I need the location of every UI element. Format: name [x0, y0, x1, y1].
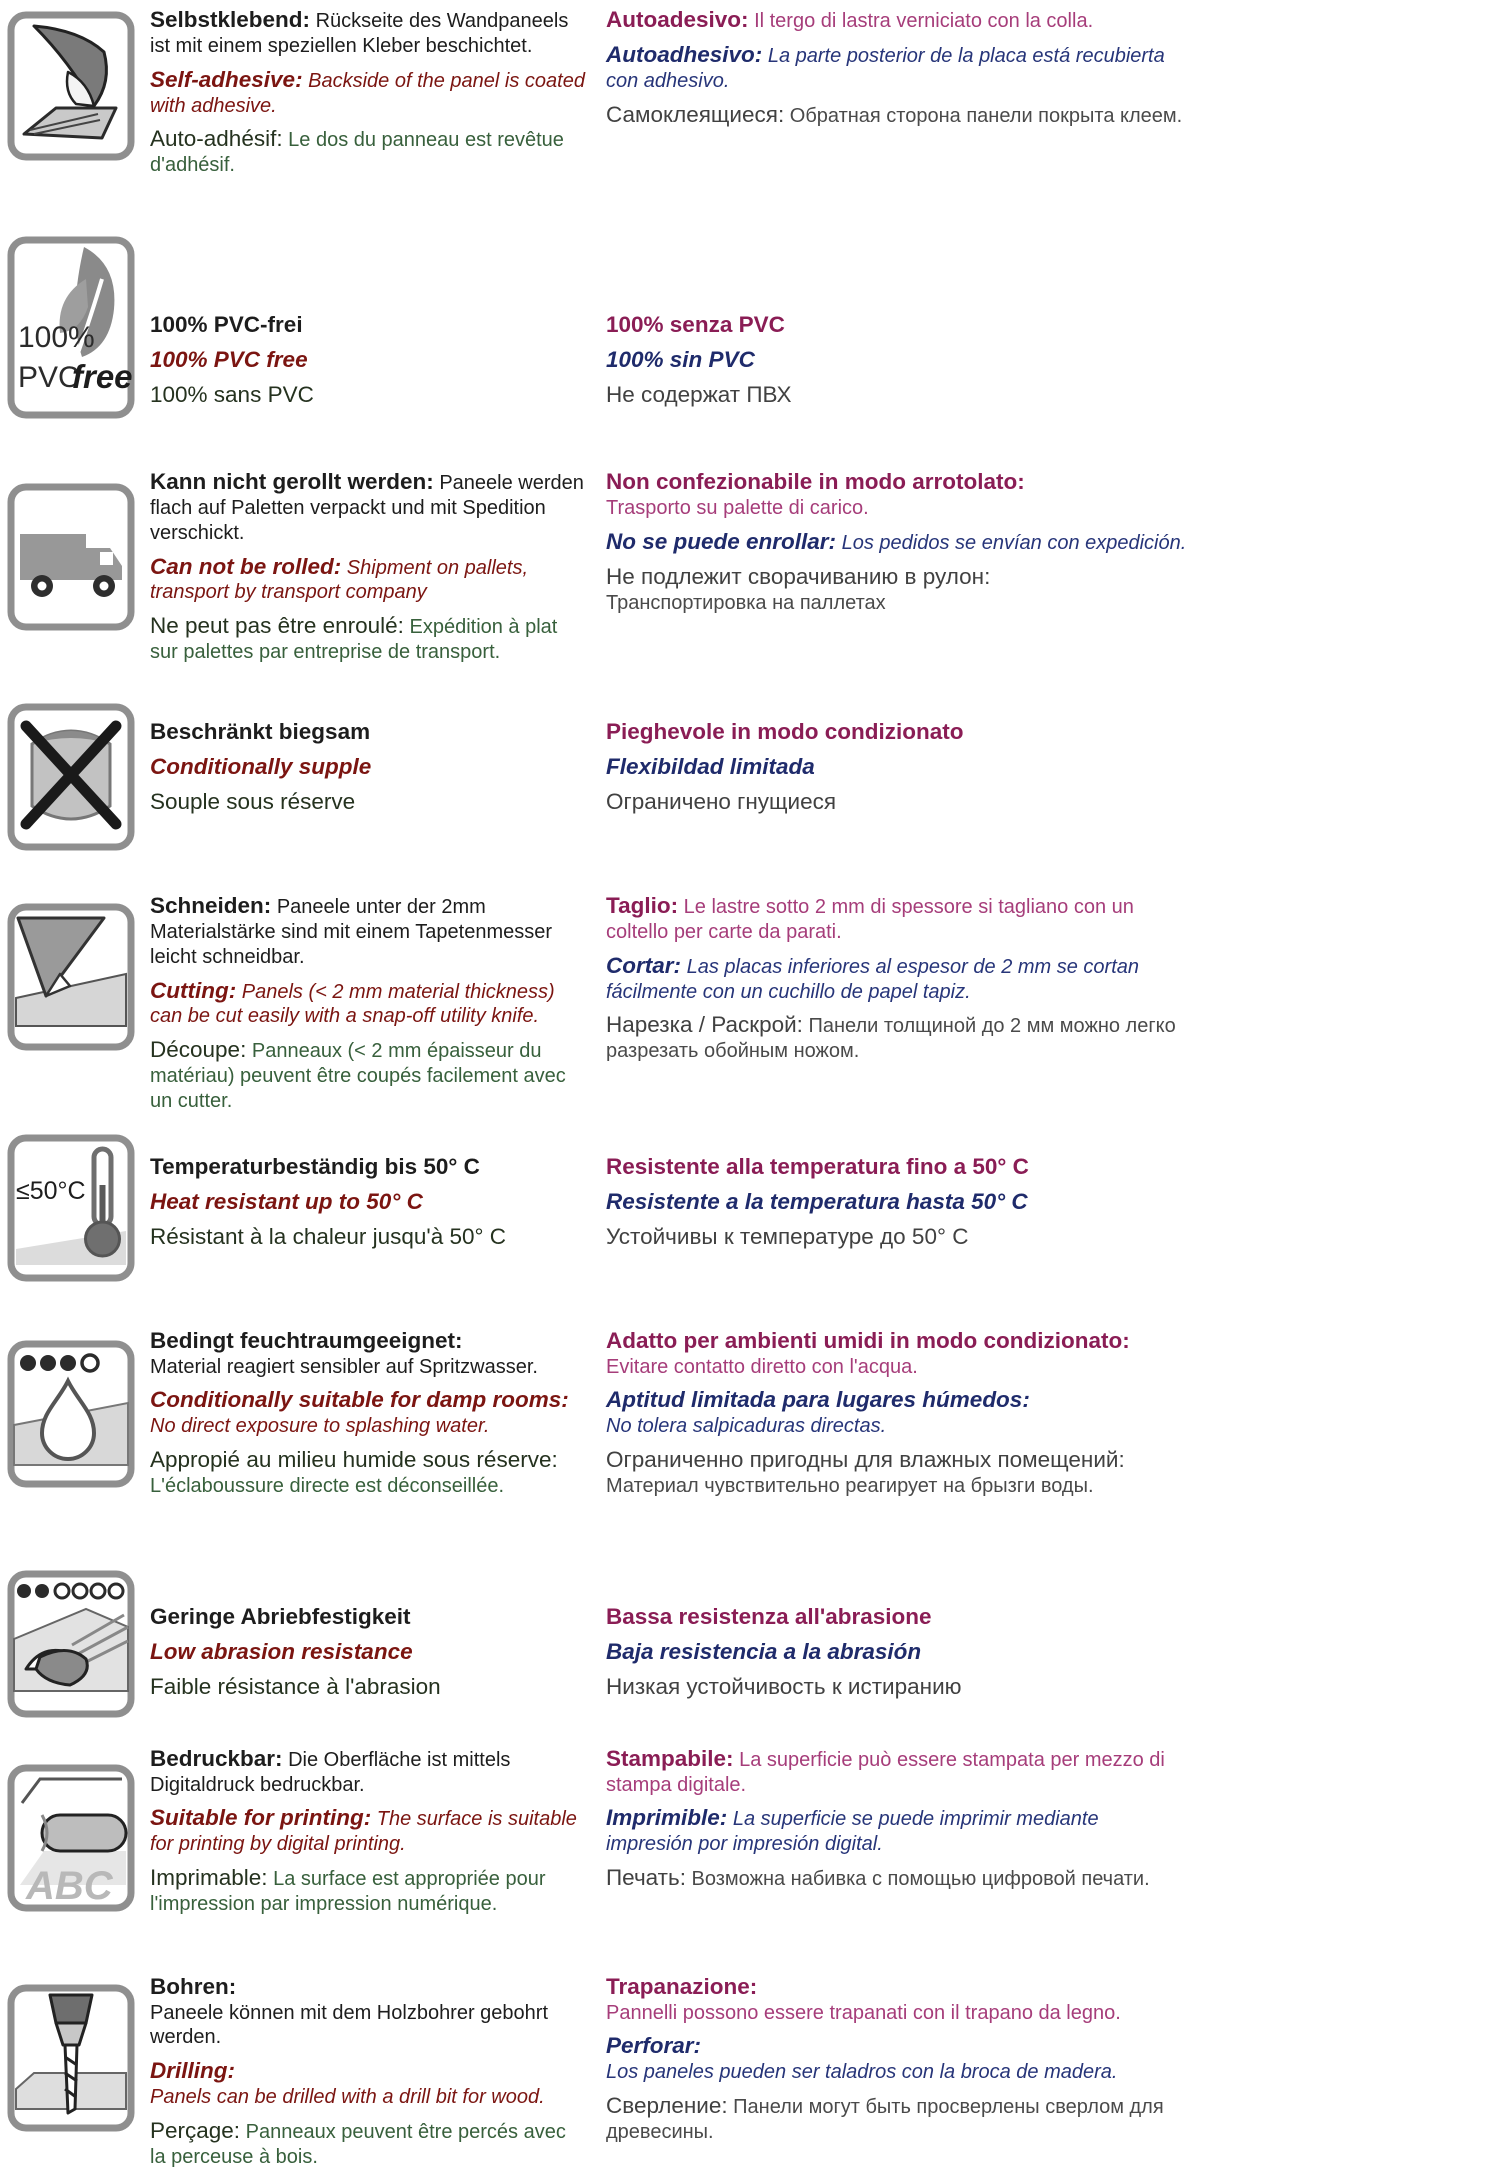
text-ru: [606, 563, 1190, 616]
label-body: L'éclaboussure directe est déconseillée.: [150, 1474, 505, 1497]
label-heading: Baja resistencia a la abrasión: [606, 1638, 922, 1664]
label-heading: Ограничено гнущиеся: [606, 788, 837, 814]
text-column-de-en-fr: [150, 460, 600, 680]
label-heading: Schneiden:: [150, 893, 272, 919]
text-fr: [150, 2117, 586, 2170]
label-heading: Устойчивы к температуре до 50° C: [606, 1223, 969, 1249]
text-it: [606, 1327, 1190, 1380]
text-fr: [150, 1223, 586, 1251]
text-en: [150, 66, 586, 119]
text-column-it-es-ru: [600, 880, 1200, 1121]
text-column-de-en-fr: [150, 680, 600, 880]
label-body: No direct exposure to splashing water.: [150, 1415, 490, 1438]
peel-panel-icon: [0, 0, 150, 185]
text-it: [606, 1153, 1190, 1181]
label-heading: Imprimible:: [606, 1805, 728, 1831]
label-heading: Geringe Abriebfestigkeit: [150, 1603, 411, 1629]
text-ru: [606, 1673, 1190, 1701]
label-body: Panels (< 2 mm material thickness) can be cut easily with a snap-off utility knife.: [150, 980, 555, 1028]
text-ru: [606, 1864, 1190, 1892]
text-column-de-en-fr: [150, 1121, 600, 1311]
svg-text:free: free: [72, 358, 133, 396]
label-body: Paneele unter der 2mm Materialstärke sind mit einem Tapetenmesser leicht schneidbar.: [150, 896, 553, 968]
text-fr: [150, 788, 586, 816]
label-heading: Cortar:: [606, 952, 682, 978]
text-es: [606, 528, 1190, 556]
table-row: [0, 1741, 1500, 1971]
table-row: [0, 1311, 1500, 1561]
label-heading: Temperaturbeständig bis 50° C: [150, 1153, 480, 1179]
text-es: [606, 1638, 1190, 1666]
text-column-de-en-fr: [150, 1311, 600, 1561]
table-row: [0, 880, 1500, 1121]
label-heading: Aptitud limitada para lugares húmedos:: [606, 1387, 1030, 1413]
text-es: [606, 753, 1190, 781]
table-row: [0, 1561, 1500, 1741]
label-body: La surface est appropriée pour l'impression par impression numérique.: [150, 1868, 546, 1915]
text-fr: [150, 1446, 586, 1499]
text-en: [150, 2057, 586, 2110]
label-body: Панели могут быть просверлены сверлом для древесины.: [606, 2096, 1164, 2143]
text-es: [606, 1804, 1190, 1857]
label-body: Die Oberfläche ist mittels Digitaldruck bedruckbar.: [150, 1748, 511, 1796]
label-heading: Bedingt feuchtraumgeeignet:: [150, 1327, 463, 1353]
text-en: [150, 553, 586, 606]
label-body: La superficie può essere stampata per mezzo di stampa digitale.: [606, 1748, 1165, 1796]
label-heading: Trapanazione:: [606, 1973, 758, 1999]
label-body: Le lastre sotto 2 mm di spessore si tagliano con un coltello per carte da parati.: [606, 896, 1134, 943]
text-es: [606, 1188, 1190, 1216]
table-row: [0, 1121, 1500, 1311]
label-heading: Stampabile:: [606, 1745, 734, 1771]
label-heading: Découpe:: [150, 1037, 247, 1063]
text-column-it-es-ru: [600, 1561, 1200, 1741]
thermometer-icon: [0, 1121, 150, 1311]
label-body: Панели толщиной до 2 мм можно легко разрезать обойным ножом.: [606, 1015, 1176, 1063]
text-en: [150, 1188, 586, 1216]
text-it: [606, 468, 1190, 521]
label-heading: 100% PVC free: [150, 346, 308, 372]
label-body: Транспортировка на паллетах: [606, 591, 886, 614]
text-de: [150, 718, 586, 746]
svg-text:≤50°C: ≤50°C: [16, 1176, 86, 1205]
label-heading: Heat resistant up to 50° C: [150, 1188, 423, 1214]
text-en: [150, 977, 586, 1030]
text-de: [150, 6, 586, 59]
label-heading: 100% sans PVC: [150, 381, 314, 407]
label-heading: Самоклеящиеся:: [606, 101, 785, 127]
text-en: [150, 753, 586, 781]
label-body: Pannelli possono essere trapanati con il trapano da legno.: [606, 2001, 1121, 2024]
label-heading: Faible résistance à l'abrasion: [150, 1673, 441, 1699]
text-column-de-en-fr: [150, 1971, 600, 2183]
label-heading: Нарезка / Раскрой:: [606, 1012, 803, 1038]
table-row: [0, 1971, 1500, 2183]
label-body: Panels can be drilled with a drill bit for wood.: [150, 2086, 545, 2109]
label-body: Le dos du panneau est revêtue d'adhésif.: [150, 129, 564, 177]
text-it: [606, 1745, 1190, 1798]
text-it: [606, 311, 1190, 339]
table-row: [0, 680, 1500, 880]
text-column-it-es-ru: [600, 680, 1200, 880]
label-heading: Bohren:: [150, 1973, 237, 1999]
text-ru: [606, 788, 1190, 816]
label-heading: Autoadhesivo:: [606, 41, 763, 67]
label-body: Paneele werden flach auf Paletten verpackt und mit Spedition verschickt.: [150, 472, 584, 544]
label-heading: Resistente a la temperatura hasta 50° C: [606, 1188, 1028, 1214]
label-body: Los paneles pueden ser taladros con la broca de madera.: [606, 2061, 1118, 2084]
text-es: [606, 952, 1190, 1005]
text-es: [606, 1386, 1190, 1439]
label-heading: 100% PVC-frei: [150, 312, 303, 338]
label-heading: Résistant à la chaleur jusqu'à 50° C: [150, 1223, 506, 1249]
label-body: La parte posterior de la placa está recubierta con adhesivo.: [606, 44, 1165, 92]
label-body: Panneaux peuvent être percés avec la perceuse à bois.: [150, 2120, 566, 2168]
drill-icon: [0, 1971, 150, 2183]
text-column-it-es-ru: [600, 1311, 1200, 1561]
text-es: [606, 346, 1190, 374]
label-body: The surface is suitable for printing by digital printing.: [150, 1808, 577, 1856]
table-row: [0, 460, 1500, 680]
text-column-de-en-fr: [150, 1741, 600, 1971]
text-de: [150, 468, 586, 545]
text-column-de-en-fr: [150, 185, 600, 460]
label-heading: Auto-adhésif:: [150, 126, 283, 152]
text-de: [150, 311, 586, 339]
label-body: Rückseite des Wandpaneels ist mit einem speziellen Kleber beschichtet.: [150, 10, 569, 57]
label-heading: Ne peut pas être enroulé:: [150, 613, 404, 639]
label-heading: Perçage:: [150, 2117, 241, 2143]
print-roller-icon: [0, 1741, 150, 1971]
label-body: Материал чувствительно реагирует на брызги воды.: [606, 1474, 1094, 1497]
text-column-it-es-ru: [600, 1121, 1200, 1311]
text-es: [606, 2032, 1190, 2085]
label-body: Paneele können mit dem Holzbohrer gebohrt werden.: [150, 2001, 549, 2049]
label-heading: Taglio:: [606, 893, 679, 919]
table-row: [0, 0, 1500, 185]
label-heading: Bassa resistenza all'abrasione: [606, 1603, 932, 1629]
text-fr: [150, 125, 586, 178]
text-column-it-es-ru: [600, 1741, 1200, 1971]
label-heading: Drilling:: [150, 2058, 235, 2084]
label-heading: Can not be rolled:: [150, 553, 342, 579]
label-heading: No se puede enrollar:: [606, 528, 837, 554]
label-heading: Cutting:: [150, 977, 237, 1003]
label-heading: Печать:: [606, 1865, 686, 1891]
text-ru: [606, 101, 1190, 129]
label-heading: Ограниченно пригодны для влажных помещений:: [606, 1447, 1125, 1473]
water-drop-icon: [0, 1311, 150, 1561]
label-body: Las placas inferiores al espesor de 2 mm se cortan fácilmente con un cuchillo de papel tapiz.: [606, 955, 1140, 1003]
cut-icon: [0, 880, 150, 1121]
truck-icon: [0, 460, 150, 680]
label-heading: Сверление:: [606, 2093, 728, 2119]
text-column-it-es-ru: [600, 185, 1200, 460]
text-fr: [150, 1864, 586, 1917]
text-fr: [150, 381, 586, 409]
abrasion-icon: [0, 1561, 150, 1741]
svg-text:PVC: PVC: [18, 361, 80, 395]
text-de: [150, 892, 586, 969]
text-ru: [606, 381, 1190, 409]
label-heading: 100% senza PVC: [606, 312, 785, 338]
label-heading: Resistente alla temperatura fino a 50° C: [606, 1153, 1029, 1179]
label-body: Shipment on pallets, transport by transport company: [150, 556, 529, 604]
text-fr: [150, 1673, 586, 1701]
label-body: Panneaux (< 2 mm épaisseur du matériau) peuvent être coupés facilement avec un cutter.: [150, 1040, 566, 1112]
label-heading: Suitable for printing:: [150, 1805, 372, 1831]
pvc-free-icon: [0, 185, 150, 460]
label-body: Los pedidos se envían con expedición.: [836, 531, 1187, 554]
label-heading: 100% sin PVC: [606, 346, 755, 372]
text-en: [150, 346, 586, 374]
label-body: Backside of the panel is coated with adhesive.: [150, 69, 585, 117]
text-column-it-es-ru: [600, 0, 1200, 185]
text-column-it-es-ru: [600, 460, 1200, 680]
label-heading: Adatto per ambienti umidi in modo condizionato:: [606, 1327, 1130, 1353]
label-heading: Conditionally supple: [150, 753, 372, 779]
text-es: [606, 41, 1190, 94]
text-fr: [150, 1036, 586, 1113]
label-body: Возможна набивка с помощью цифровой печати.: [685, 1868, 1150, 1891]
text-it: [606, 718, 1190, 746]
text-ru: [606, 1446, 1190, 1499]
text-en: [150, 1638, 586, 1666]
text-column-de-en-fr: [150, 880, 600, 1121]
label-body: Il tergo di lastra verniciato con la colla.: [748, 10, 1094, 32]
label-body: Evitare contatto diretto con l'acqua.: [606, 1355, 918, 1378]
label-heading: Souple sous réserve: [150, 788, 356, 814]
label-heading: Beschränkt biegsam: [150, 719, 371, 745]
label-heading: Kann nicht gerollt werden:: [150, 469, 434, 495]
label-heading: Bedruckbar:: [150, 1745, 283, 1771]
text-column-de-en-fr: [150, 1561, 600, 1741]
label-heading: Не содержат ПВХ: [606, 381, 792, 407]
label-heading: Selbstklebend:: [150, 7, 311, 32]
label-body: Обратная сторона панели покрыта клеем.: [784, 104, 1183, 127]
label-heading: Conditionally suitable for damp rooms:: [150, 1387, 569, 1413]
text-de: [150, 1603, 586, 1631]
text-fr: [150, 612, 586, 665]
label-heading: Flexibildad limitada: [606, 753, 815, 779]
text-it: [606, 1973, 1190, 2026]
no-roll-icon: [0, 680, 150, 880]
label-heading: Self-adhesive:: [150, 66, 303, 92]
text-it: [606, 892, 1190, 945]
table-row: [0, 185, 1500, 460]
text-de: [150, 1153, 586, 1181]
label-heading: Imprimable:: [150, 1865, 268, 1891]
label-heading: Perforar:: [606, 2033, 702, 2059]
label-heading: Non confezionabile in modo arrotolato:: [606, 469, 1025, 495]
text-de: [150, 1973, 586, 2050]
svg-text:100%: 100%: [18, 321, 95, 355]
text-de: [150, 1745, 586, 1798]
label-body: No tolera salpicaduras directas.: [606, 1415, 887, 1438]
text-it: [606, 1603, 1190, 1631]
text-column-de-en-fr: [150, 0, 600, 185]
label-body: Material reagiert sensibler auf Spritzwasser.: [150, 1355, 538, 1378]
label-body: Expédition à plat sur palettes par entreprise de transport.: [150, 616, 558, 664]
text-it: [606, 6, 1190, 34]
label-heading: Не подлежит сворачиванию в рулон:: [606, 563, 991, 589]
text-ru: [606, 1223, 1190, 1251]
text-ru: [606, 1011, 1190, 1064]
label-heading: Low abrasion resistance: [150, 1638, 413, 1664]
label-body: Trasporto su palette di carico.: [606, 496, 869, 519]
label-body: La superficie se puede imprimir mediante impresión por impresión digital.: [606, 1808, 1099, 1856]
label-heading: Appropié au milieu humide sous réserve:: [150, 1447, 558, 1473]
label-heading: Autoadesivo:: [606, 7, 749, 32]
text-ru: [606, 2092, 1190, 2145]
text-en: [150, 1386, 586, 1439]
label-heading: Низкая устойчивость к истиранию: [606, 1673, 962, 1699]
text-de: [150, 1327, 586, 1380]
text-column-it-es-ru: [600, 1971, 1200, 2183]
svg-text:ABC: ABC: [26, 1863, 113, 1908]
label-heading: Pieghevole in modo condizionato: [606, 719, 964, 745]
text-en: [150, 1804, 586, 1857]
